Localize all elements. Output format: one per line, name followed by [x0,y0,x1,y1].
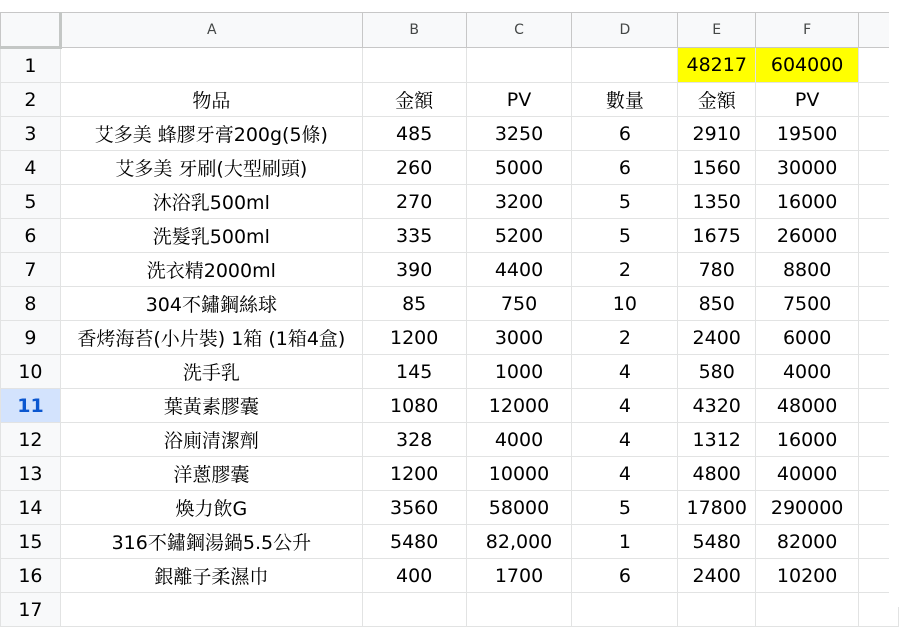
cell-f13[interactable]: 40000 [756,457,859,491]
row-header[interactable]: 8 [1,287,61,321]
cell-d1[interactable] [572,48,678,83]
table-row [1,491,899,525]
cell-a17[interactable] [60,593,362,627]
cell-e12[interactable]: 1312 [678,423,756,457]
select-all-corner[interactable] [1,13,61,48]
cell-c6[interactable]: 5200 [466,219,572,253]
cell-c11[interactable]: 12000 [466,389,572,423]
row-header[interactable]: 17 [1,593,61,627]
cell-c1[interactable] [466,48,572,83]
table-row [1,355,899,389]
cell-d9[interactable]: 2 [572,321,678,355]
table-row [1,593,899,627]
cell-c13[interactable]: 10000 [466,457,572,491]
cell-b13[interactable]: 1200 [362,457,466,491]
cell-f11[interactable]: 48000 [756,389,859,423]
cell-f15[interactable]: 82000 [756,525,859,559]
table-row [1,423,899,457]
cell-a7[interactable]: 洗衣精2000ml [60,253,362,287]
cell-f5[interactable]: 16000 [756,185,859,219]
row-header[interactable]: 12 [1,423,61,457]
cell-d16[interactable]: 6 [572,559,678,593]
cell-b3[interactable]: 485 [362,117,466,151]
cell-b14[interactable]: 3560 [362,491,466,525]
cell-e8[interactable]: 850 [678,287,756,321]
cell-d15[interactable]: 1 [572,525,678,559]
row-header[interactable]: 14 [1,491,61,525]
cell-e10[interactable]: 580 [678,355,756,389]
cell-c10[interactable]: 1000 [466,355,572,389]
cell-e3[interactable]: 2910 [678,117,756,151]
cell-e17[interactable] [678,593,756,627]
cell-c7[interactable]: 4400 [466,253,572,287]
table-row [1,389,899,423]
cell-e7[interactable]: 780 [678,253,756,287]
row-header[interactable]: 5 [1,185,61,219]
cell-f8[interactable]: 7500 [756,287,859,321]
cell-d13[interactable]: 4 [572,457,678,491]
cell-e15[interactable]: 5480 [678,525,756,559]
cell-f12[interactable]: 16000 [756,423,859,457]
cell-a5[interactable]: 沐浴乳500ml [60,185,362,219]
table-row [1,117,899,151]
column-header-a[interactable]: A [60,13,362,48]
cell-a3[interactable]: 艾多美 蜂膠牙膏200g(5條) [60,117,362,151]
cell-a16[interactable]: 銀離子柔濕巾 [60,559,362,593]
cell-a1[interactable] [60,48,362,83]
cell-f7[interactable]: 8800 [756,253,859,287]
scroll-edge [889,12,899,607]
cell-b5[interactable]: 270 [362,185,466,219]
cell-e11[interactable]: 4320 [678,389,756,423]
cell-a13[interactable]: 洋蔥膠囊 [60,457,362,491]
cell-d8[interactable]: 10 [572,287,678,321]
cell-e14[interactable]: 17800 [678,491,756,525]
cell-d7[interactable]: 2 [572,253,678,287]
cell-b9[interactable]: 1200 [362,321,466,355]
row-header[interactable]: 7 [1,253,61,287]
cell-a4[interactable]: 艾多美 牙刷(大型刷頭) [60,151,362,185]
row-header[interactable]: 11 [1,389,61,423]
cell-b1[interactable] [362,48,466,83]
cell-e5[interactable]: 1350 [678,185,756,219]
cell-a14[interactable]: 煥力飲G [60,491,362,525]
row-header[interactable]: 3 [1,117,61,151]
column-header-c[interactable]: C [466,13,572,48]
cell-c2[interactable]: PV [466,83,572,117]
cell-d10[interactable]: 4 [572,355,678,389]
cell-d12[interactable]: 4 [572,423,678,457]
cell-f3[interactable]: 19500 [756,117,859,151]
cell-c16[interactable]: 1700 [466,559,572,593]
cell-b10[interactable]: 145 [362,355,466,389]
row-header[interactable]: 16 [1,559,61,593]
column-header-d[interactable]: D [572,13,678,48]
table-row [1,287,899,321]
cell-a10[interactable]: 洗手乳 [60,355,362,389]
cell-f14[interactable]: 290000 [756,491,859,525]
cell-f1[interactable]: 604000 [756,48,859,83]
cell-a2[interactable]: 物品 [60,83,362,117]
cell-b12[interactable]: 328 [362,423,466,457]
cell-b7[interactable]: 390 [362,253,466,287]
cell-e2[interactable]: 金額 [678,83,756,117]
cell-f2[interactable]: PV [756,83,859,117]
cell-f10[interactable]: 4000 [756,355,859,389]
cell-b11[interactable]: 1080 [362,389,466,423]
table-row [1,48,899,83]
cell-b2[interactable]: 金額 [362,83,466,117]
row-header[interactable]: 13 [1,457,61,491]
cell-a15[interactable]: 316不鏽鋼湯鍋5.5公升 [60,525,362,559]
cell-e13[interactable]: 4800 [678,457,756,491]
cell-c15[interactable]: 82,000 [466,525,572,559]
cell-c9[interactable]: 3000 [466,321,572,355]
cell-a9[interactable]: 香烤海苔(小片裝) 1箱 (1箱4盒) [60,321,362,355]
cell-f6[interactable]: 26000 [756,219,859,253]
row-header[interactable]: 10 [1,355,61,389]
cell-a11[interactable]: 葉黃素膠囊 [60,389,362,423]
cell-d4[interactable]: 6 [572,151,678,185]
cell-a8[interactable]: 304不鏽鋼絲球 [60,287,362,321]
cell-e16[interactable]: 2400 [678,559,756,593]
column-header-b[interactable]: B [362,13,466,48]
cell-c17[interactable] [466,593,572,627]
cell-b17[interactable] [362,593,466,627]
cell-b16[interactable]: 400 [362,559,466,593]
row-header[interactable]: 4 [1,151,61,185]
cell-f9[interactable]: 6000 [756,321,859,355]
spreadsheet-grid [0,12,899,627]
cell-c14[interactable]: 58000 [466,491,572,525]
cell-f4[interactable]: 30000 [756,151,859,185]
cell-e6[interactable]: 1675 [678,219,756,253]
toolbar-edge [0,0,899,12]
cell-d3[interactable]: 6 [572,117,678,151]
cell-e1[interactable]: 48217 [678,48,756,83]
cell-d2[interactable]: 數量 [572,83,678,117]
table-row [1,457,899,491]
cell-c5[interactable]: 3200 [466,185,572,219]
row-header[interactable]: 15 [1,525,61,559]
cell-a6[interactable]: 洗髮乳500ml [60,219,362,253]
cell-c3[interactable]: 3250 [466,117,572,151]
table-row [1,559,899,593]
cell-f17[interactable] [756,593,859,627]
cell-c4[interactable]: 5000 [466,151,572,185]
cell-b4[interactable]: 260 [362,151,466,185]
row-header[interactable]: 1 [1,48,61,83]
column-header-f[interactable]: F [756,13,859,48]
row-header[interactable]: 6 [1,219,61,253]
cell-f16[interactable]: 10200 [756,559,859,593]
cell-b15[interactable]: 5480 [362,525,466,559]
cell-e4[interactable]: 1560 [678,151,756,185]
cell-d6[interactable]: 5 [572,219,678,253]
cell-d17[interactable] [572,593,678,627]
table-row [1,185,899,219]
cell-d5[interactable]: 5 [572,185,678,219]
table-row [1,253,899,287]
cell-c12[interactable]: 4000 [466,423,572,457]
table-row [1,525,899,559]
cell-d11[interactable]: 4 [572,389,678,423]
column-header-e[interactable]: E [678,13,756,48]
table-row [1,321,899,355]
table-row [1,219,899,253]
cell-a12[interactable]: 浴廁清潔劑 [60,423,362,457]
row-header[interactable]: 9 [1,321,61,355]
column-header-row [1,13,899,48]
table-row [1,151,899,185]
cell-b6[interactable]: 335 [362,219,466,253]
cell-e9[interactable]: 2400 [678,321,756,355]
cell-d14[interactable]: 5 [572,491,678,525]
table-row [1,83,899,117]
cell-c8[interactable]: 750 [466,287,572,321]
cell-b8[interactable]: 85 [362,287,466,321]
row-header[interactable]: 2 [1,83,61,117]
